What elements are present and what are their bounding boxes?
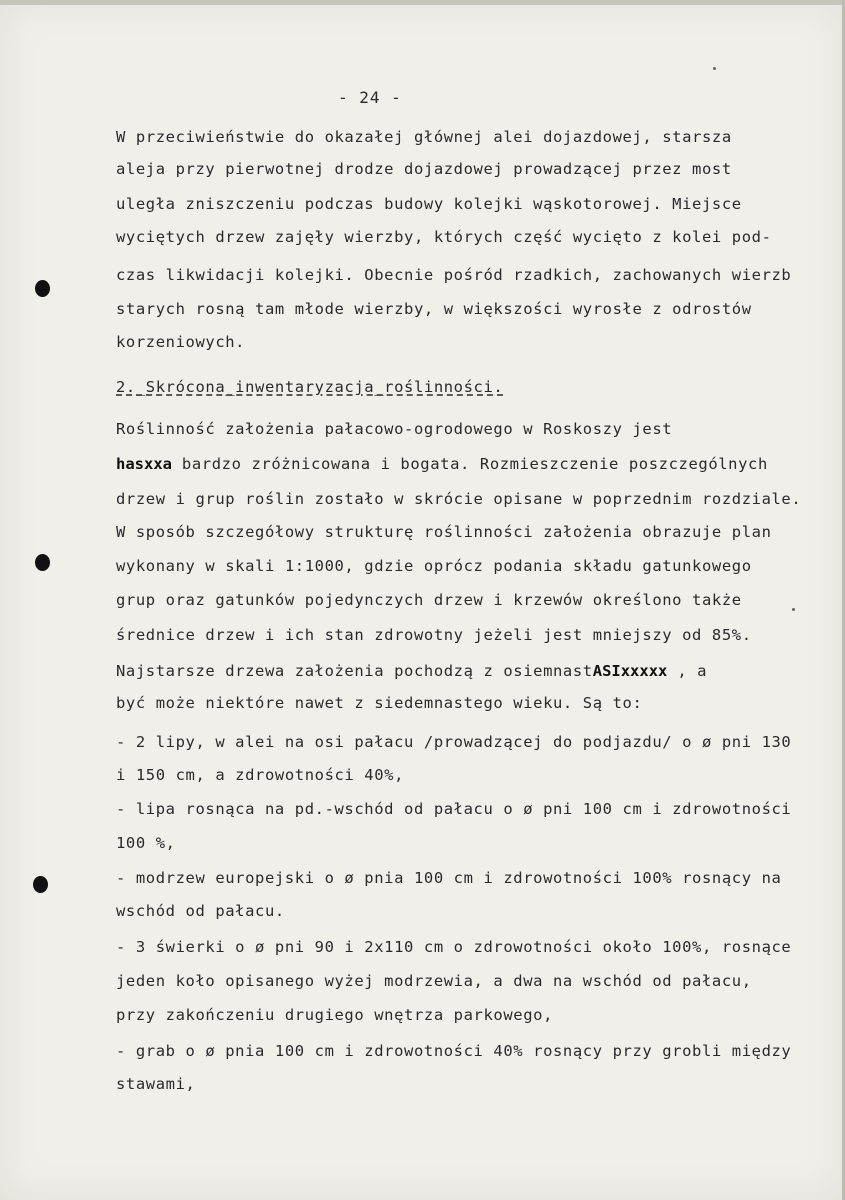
line-text: - 2 lipy, w alei na osi pałacu /prowadzącej do podjazdu/ o ø pni 130 — [116, 733, 792, 751]
line-text: Roślinność założenia pałacowo-ogrodowego w Roskoszy jest — [116, 420, 673, 438]
section-heading — [116, 378, 503, 396]
text-line — [116, 733, 791, 751]
line-text: korzeniowych. — [116, 333, 246, 351]
text-line — [116, 266, 791, 284]
line-text: starych rosną tam młode wierzby, w większości wyrosłe z odrostów — [116, 300, 752, 318]
text-line — [116, 902, 285, 920]
text-line — [116, 694, 642, 712]
page-top-edge — [0, 0, 845, 5]
text-line — [116, 1075, 195, 1093]
page-number: - 24 - — [338, 88, 402, 107]
text-line — [116, 195, 742, 213]
line-text: wschód od pałacu. — [116, 902, 285, 920]
text-line — [116, 128, 732, 146]
text-line — [116, 766, 404, 784]
line-text: grup oraz gatunków pojedynczych drzew i krzewów określono także — [116, 591, 742, 609]
text-line — [116, 1042, 791, 1060]
text-line — [116, 972, 752, 990]
text-line — [116, 160, 732, 178]
line-text: 2._Skrócona_inwentaryzacja_roślinności. — [116, 378, 504, 396]
line-text: średnice drzew i ich stan zdrowotny jeżeli jest mniejszy od 85%. — [116, 626, 752, 644]
text-line — [116, 300, 752, 318]
line-text: W przeciwieństwie do okazałej głównej alei dojazdowej, starsza — [116, 128, 732, 146]
line-tail: , a — [667, 662, 708, 680]
line-text: 100 %, — [116, 834, 176, 852]
paper-speck — [792, 608, 795, 611]
line-text: drzew i grup roślin zostało w skrócie opisane w poprzednim rozdziale. — [116, 490, 802, 508]
text-line — [116, 333, 245, 351]
text-line — [116, 557, 752, 575]
line-text: jeden koło opisanego wyżej modrzewia, a dwa na wschód od pałacu, — [116, 972, 752, 990]
line-text: Najstarsze drzewa założenia pochodzą z osiemnast — [116, 662, 593, 680]
line-text: i 150 cm, a zdrowotności 40%, — [116, 766, 405, 784]
text-line — [116, 490, 801, 508]
text-line — [116, 869, 781, 887]
line-text: - 3 świerki o ø pni 90 i 2x110 cm o zdrowotności około 100%, rosnące — [116, 938, 792, 956]
line-text: uległa zniszczeniu podczas budowy kolejki wąskotorowej. Miejsce — [116, 195, 742, 213]
paper-speck — [713, 67, 716, 70]
text-line — [116, 591, 742, 609]
text-line — [116, 662, 707, 680]
line-text: czas likwidacji kolejki. Obecnie pośród rzadkich, zachowanych wierzb — [116, 266, 792, 284]
line-text: - grab o ø pnia 100 cm i zdrowotności 40% rosnący przy grobli między — [116, 1042, 792, 1060]
line-text: aleja przy pierwotnej drodze dojazdowej prowadzącej przez most — [116, 160, 732, 178]
text-line — [116, 228, 772, 246]
line-text: wyciętych drzew zajęły wierzby, których część wycięto z kolei pod- — [116, 228, 772, 246]
text-line — [116, 800, 791, 818]
struck-out-word: hasxxa — [116, 455, 172, 473]
text-line — [116, 626, 752, 644]
text-line — [116, 834, 176, 852]
text-line — [116, 938, 791, 956]
struck-out-word: ASIxxxxx — [592, 662, 668, 680]
line-text: - lipa rosnąca na pd.-wschód od pałacu o ø pni 100 cm i zdrowotności — [116, 800, 792, 818]
text-line — [116, 523, 772, 541]
line-text: W sposób szczegółowy strukturę roślinności założenia obrazuje plan — [116, 523, 772, 541]
line-text: wykonany w skali 1:1000, gdzie oprócz podania składu gatunkowego — [116, 557, 752, 575]
line-text: stawami, — [116, 1075, 196, 1093]
punch-hole-top — [35, 280, 50, 297]
text-line — [116, 455, 768, 473]
line-text: być może niektóre nawet z siedemnastego wieku. Są to: — [116, 694, 643, 712]
punch-hole-bottom — [33, 876, 48, 893]
text-line — [116, 420, 672, 438]
punch-hole-middle — [35, 554, 50, 571]
line-text: - modrzew europejski o ø pnia 100 cm i zdrowotności 100% rosnący na — [116, 869, 782, 887]
line-text: bardzo zróżnicowana i bogata. Rozmieszczenie poszczególnych — [172, 455, 768, 473]
text-line — [116, 1006, 553, 1024]
line-text: przy zakończeniu drugiego wnętrza parkowego, — [116, 1006, 553, 1024]
